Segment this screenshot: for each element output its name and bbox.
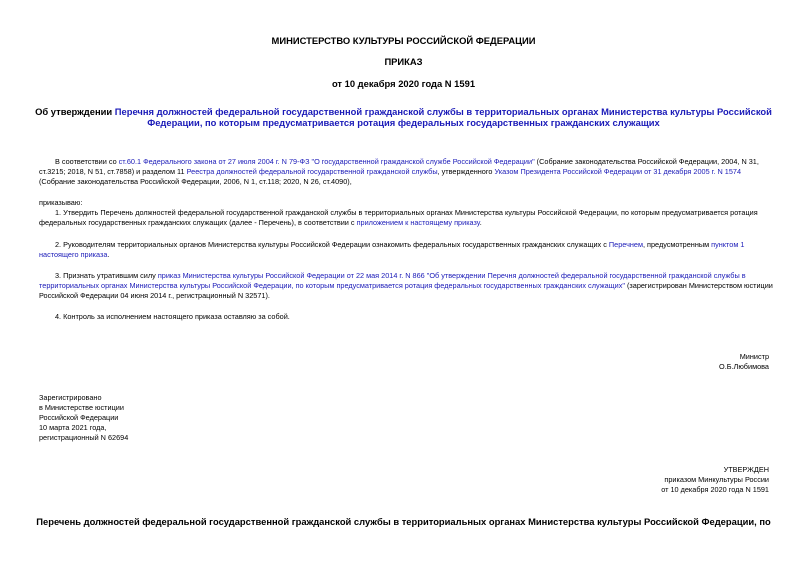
p2-line-2 [39,218,482,228]
doc-type-heading: ПРИКАЗ [384,56,423,67]
p3-text-b: , предусмотренным [642,240,712,249]
registry-link[interactable]: Реестра должностей федеральной государственной гражданской службы [186,167,438,176]
p1-line-3: (Собрание законодательства Российской Федерации, 2006, N 1, ст.118; 2020, N 26, ст.4090), [39,177,352,186]
appendix-title: Перечень должностей федеральной государственной гражданской службы в территориальных органах Министерства культуры Российской Федерации, по [36,516,771,527]
this-order-link[interactable]: настоящего приказа [39,250,108,259]
p2-text-a: федеральных государственных гражданских служащих (далее - Перечень), в соответствии с [39,218,357,227]
registered-line-4: 10 марта 2021 года, [39,423,107,432]
p4-line-3: Российской Федерации 04 июня 2014 г., регистрационный N 32571). [39,291,270,300]
signature-name: О.Б.Любимова [719,362,769,371]
prikazyvayu: приказываю: [39,198,83,207]
p1-line-2 [39,167,741,177]
law-79fz-link[interactable]: ст.60.1 Федерального закона от 27 июля 2004 г. N 79-ФЗ "О государственной гражданской службе Российской Федерации" [118,157,535,166]
registered-line-5: регистрационный N 62694 [39,433,129,442]
approved-line-2: приказом Минкультуры России [664,475,769,484]
approved-line-3: от 10 декабря 2020 года N 1591 [661,485,769,494]
decree-1574-link[interactable]: Указом Президента Российской Федерации от 31 декабря 2005 г. N 1574 [494,167,742,176]
p1-text-c: ст.3215; 2018, N 51, ст.7858) и разделом 11 [39,167,187,176]
p1-text-b: (Собрание законодательства Российской Федерации, 2004, N 31, [534,157,759,166]
p4-line-1 [55,271,746,281]
p3-line-2 [39,250,109,260]
registered-line-1: Зарегистрировано [39,393,102,402]
title-line-1 [0,106,807,117]
p4-text-b: (зарегистрирован Министерством юстиции [624,281,773,290]
registered-line-2: в Министерстве юстиции [39,403,124,412]
p1-line-1 [55,157,759,167]
order-date-number: от 10 декабря 2020 года N 1591 [331,78,476,89]
p4-line-2 [39,281,773,291]
p3-text-a: 2. Руководителям территориальных органов Министерства культуры Российской Федерации ознакомить федеральных государственных гражданских служащих с [55,240,609,249]
p3-text-c: . [107,250,110,259]
list-link[interactable]: Перечнем [608,240,643,249]
p3-line-1 [55,240,744,250]
title-link-part-2[interactable]: Федерации, по которым предусматривается ротация федеральных государственных гражданских служащих [147,117,660,128]
registered-line-3: Российской Федерации [39,413,119,422]
p5-line: 4. Контроль за исполнением настоящего приказа оставляю за собой. [55,312,290,321]
p4-text-a: 3. Признать утратившим силу [55,271,158,280]
title-prefix: Об утверждении [35,106,115,117]
item-1-link[interactable]: пунктом 1 [711,240,745,249]
order-866-link-part-2[interactable]: территориальных органах Министерства культуры Российской Федерации, по которым предусматривается ротация федеральных государственных гражданских служащих" [39,281,625,290]
appendix-link[interactable]: приложением к настоящему приказу [356,218,480,227]
p2-line-1: 1. Утвердить Перечень должностей федеральной государственной гражданской службы в территориальных органах Министерства культуры Российской Федерации, по которым предусматривается ротация [55,208,758,217]
ministry-heading: МИНИСТЕРСТВО КУЛЬТУРЫ РОССИЙСКОЙ ФЕДЕРАЦИИ [271,35,536,46]
p2-text-b: . [479,218,482,227]
p1-text-d: , утвержденного [437,167,495,176]
signature-position: Министр [739,352,769,361]
approved-line-1: УТВЕРЖДЕН [723,465,769,474]
order-866-link-part-1[interactable]: приказ Министерства культуры Российской Федерации от 22 мая 2014 г. N 866 "Об утверждении Перечня должностей федеральной государственной гражданской службы в [157,271,746,280]
p1-text-a: В соответствии со [55,157,119,166]
title-link-part-1[interactable]: Перечня должностей федеральной государственной гражданской службы в территориальных органах Министерства культуры Российской [114,106,772,117]
